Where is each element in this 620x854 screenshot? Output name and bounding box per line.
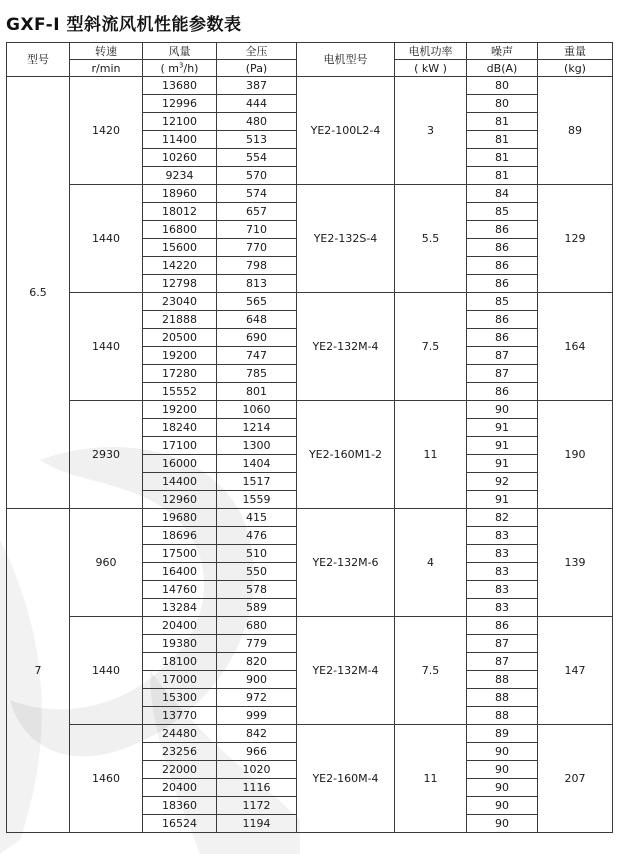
cell-airflow: 14400	[143, 473, 217, 491]
cell-airflow: 22000	[143, 761, 217, 779]
cell-pressure: 1020	[217, 761, 297, 779]
cell-airflow: 18696	[143, 527, 217, 545]
table-body	[7, 77, 613, 833]
cell-pressure: 798	[217, 257, 297, 275]
cell-noise: 87	[467, 653, 538, 671]
cell-noise: 80	[467, 95, 538, 113]
cell-noise: 83	[467, 545, 538, 563]
cell-noise: 86	[467, 617, 538, 635]
cell-pressure: 747	[217, 347, 297, 365]
cell-pressure: 1060	[217, 401, 297, 419]
cell-pressure: 444	[217, 95, 297, 113]
cell-pressure: 1172	[217, 797, 297, 815]
cell-noise: 85	[467, 293, 538, 311]
cell-motor: YE2-132M-6	[297, 509, 395, 617]
cell-noise: 87	[467, 365, 538, 383]
cell-noise: 91	[467, 437, 538, 455]
cell-noise: 87	[467, 635, 538, 653]
cell-pressure: 801	[217, 383, 297, 401]
fan-parameter-table	[6, 42, 613, 833]
table-row	[7, 401, 613, 419]
cell-noise: 83	[467, 581, 538, 599]
cell-noise: 86	[467, 257, 538, 275]
header-model: 型号	[7, 43, 70, 77]
cell-airflow: 10260	[143, 149, 217, 167]
cell-airflow: 13680	[143, 77, 217, 95]
cell-speed: 2930	[70, 401, 143, 509]
cell-noise: 90	[467, 797, 538, 815]
header-power-unit: ( kW )	[395, 60, 467, 77]
cell-power: 5.5	[395, 185, 467, 293]
cell-airflow: 23256	[143, 743, 217, 761]
header-noise-unit: dB(A)	[467, 60, 538, 77]
cell-airflow: 16400	[143, 563, 217, 581]
cell-pressure: 1116	[217, 779, 297, 797]
cell-airflow: 18240	[143, 419, 217, 437]
cell-pressure: 1517	[217, 473, 297, 491]
cell-airflow: 19200	[143, 347, 217, 365]
cell-pressure: 710	[217, 221, 297, 239]
cell-pressure: 1559	[217, 491, 297, 509]
cell-airflow: 12960	[143, 491, 217, 509]
cell-airflow: 13770	[143, 707, 217, 725]
cell-airflow: 16000	[143, 455, 217, 473]
cell-noise: 86	[467, 239, 538, 257]
cell-motor: YE2-160M1-2	[297, 401, 395, 509]
cell-airflow: 20400	[143, 617, 217, 635]
cell-noise: 83	[467, 563, 538, 581]
cell-airflow: 14760	[143, 581, 217, 599]
cell-noise: 87	[467, 347, 538, 365]
table-row	[7, 617, 613, 635]
cell-pressure: 570	[217, 167, 297, 185]
cell-motor: YE2-100L2-4	[297, 77, 395, 185]
table-row	[7, 77, 613, 95]
header-airflow: 风量	[143, 43, 217, 60]
page-title: GXF-I 型斜流风机性能参数表	[6, 15, 242, 35]
cell-pressure: 1214	[217, 419, 297, 437]
cell-noise: 81	[467, 167, 538, 185]
cell-power: 11	[395, 401, 467, 509]
cell-airflow: 18960	[143, 185, 217, 203]
cell-airflow: 19680	[143, 509, 217, 527]
header-power: 电机功率	[395, 43, 467, 60]
cell-airflow: 21888	[143, 311, 217, 329]
header-motor: 电机型号	[297, 43, 395, 77]
cell-noise: 81	[467, 131, 538, 149]
cell-noise: 91	[467, 419, 538, 437]
cell-pressure: 1300	[217, 437, 297, 455]
cell-pressure: 690	[217, 329, 297, 347]
cell-pressure: 578	[217, 581, 297, 599]
cell-airflow: 19380	[143, 635, 217, 653]
cell-weight: 207	[538, 725, 613, 833]
header-pressure: 全压	[217, 43, 297, 60]
cell-speed: 1420	[70, 77, 143, 185]
cell-weight: 139	[538, 509, 613, 617]
cell-noise: 88	[467, 689, 538, 707]
cell-pressure: 680	[217, 617, 297, 635]
cell-pressure: 770	[217, 239, 297, 257]
header-pressure-unit: (Pa)	[217, 60, 297, 77]
header-airflow-unit: ( $m^3/h$)	[143, 60, 217, 77]
cell-pressure: 589	[217, 599, 297, 617]
table-row	[7, 509, 613, 527]
cell-noise: 86	[467, 329, 538, 347]
cell-power: 11	[395, 725, 467, 833]
cell-noise: 86	[467, 221, 538, 239]
cell-pressure: 510	[217, 545, 297, 563]
cell-airflow: 15552	[143, 383, 217, 401]
cell-pressure: 1194	[217, 815, 297, 833]
cell-motor: YE2-132M-4	[297, 293, 395, 401]
cell-motor: YE2-160M-4	[297, 725, 395, 833]
cell-airflow: 20400	[143, 779, 217, 797]
cell-model: 7	[7, 509, 70, 833]
cell-noise: 84	[467, 185, 538, 203]
cell-airflow: 17000	[143, 671, 217, 689]
cell-pressure: 657	[217, 203, 297, 221]
cell-pressure: 813	[217, 275, 297, 293]
cell-model: 6.5	[7, 77, 70, 509]
cell-noise: 83	[467, 599, 538, 617]
cell-airflow: 13284	[143, 599, 217, 617]
cell-airflow: 17100	[143, 437, 217, 455]
cell-noise: 90	[467, 761, 538, 779]
cell-noise: 81	[467, 113, 538, 131]
header-weight: 重量	[538, 43, 613, 60]
cell-speed: 1440	[70, 185, 143, 293]
cell-pressure: 480	[217, 113, 297, 131]
cell-pressure: 476	[217, 527, 297, 545]
cell-noise: 90	[467, 779, 538, 797]
cell-pressure: 415	[217, 509, 297, 527]
cell-pressure: 550	[217, 563, 297, 581]
cell-pressure: 513	[217, 131, 297, 149]
cell-airflow: 11400	[143, 131, 217, 149]
cell-speed: 1440	[70, 293, 143, 401]
cell-power: 4	[395, 509, 467, 617]
cell-pressure: 999	[217, 707, 297, 725]
cell-noise: 89	[467, 725, 538, 743]
cell-weight: 89	[538, 77, 613, 185]
cell-weight: 164	[538, 293, 613, 401]
cell-motor: YE2-132M-4	[297, 617, 395, 725]
cell-pressure: 554	[217, 149, 297, 167]
table-row	[7, 293, 613, 311]
cell-noise: 90	[467, 743, 538, 761]
cell-airflow: 19200	[143, 401, 217, 419]
cell-pressure: 785	[217, 365, 297, 383]
cell-airflow: 16800	[143, 221, 217, 239]
cell-noise: 86	[467, 275, 538, 293]
cell-noise: 92	[467, 473, 538, 491]
cell-weight: 147	[538, 617, 613, 725]
cell-noise: 88	[467, 671, 538, 689]
cell-pressure: 842	[217, 725, 297, 743]
cell-airflow: 12996	[143, 95, 217, 113]
table-row	[7, 185, 613, 203]
cell-pressure: 1404	[217, 455, 297, 473]
cell-airflow: 23040	[143, 293, 217, 311]
cell-airflow: 15600	[143, 239, 217, 257]
cell-noise: 90	[467, 815, 538, 833]
cell-noise: 90	[467, 401, 538, 419]
cell-speed: 1460	[70, 725, 143, 833]
cell-pressure: 648	[217, 311, 297, 329]
cell-airflow: 15300	[143, 689, 217, 707]
cell-noise: 82	[467, 509, 538, 527]
cell-weight: 190	[538, 401, 613, 509]
cell-power: 3	[395, 77, 467, 185]
cell-airflow: 9234	[143, 167, 217, 185]
cell-speed: 1440	[70, 617, 143, 725]
cell-airflow: 18100	[143, 653, 217, 671]
cell-airflow: 12798	[143, 275, 217, 293]
cell-airflow: 20500	[143, 329, 217, 347]
cell-noise: 85	[467, 203, 538, 221]
cell-airflow: 18012	[143, 203, 217, 221]
cell-pressure: 972	[217, 689, 297, 707]
cell-pressure: 387	[217, 77, 297, 95]
table-row	[7, 725, 613, 743]
cell-pressure: 574	[217, 185, 297, 203]
header-weight-unit: (kg)	[538, 60, 613, 77]
cell-weight: 129	[538, 185, 613, 293]
header-speed-unit: r/min	[70, 60, 143, 77]
cell-power: 7.5	[395, 293, 467, 401]
cell-noise: 88	[467, 707, 538, 725]
cell-motor: YE2-132S-4	[297, 185, 395, 293]
cell-pressure: 779	[217, 635, 297, 653]
cell-airflow: 14220	[143, 257, 217, 275]
cell-pressure: 966	[217, 743, 297, 761]
cell-airflow: 17500	[143, 545, 217, 563]
cell-pressure: 900	[217, 671, 297, 689]
header-speed: 转速	[70, 43, 143, 60]
cell-airflow: 16524	[143, 815, 217, 833]
cell-pressure: 565	[217, 293, 297, 311]
cell-noise: 91	[467, 491, 538, 509]
cell-noise: 83	[467, 527, 538, 545]
header-noise: 噪声	[467, 43, 538, 60]
cell-noise: 81	[467, 149, 538, 167]
cell-power: 7.5	[395, 617, 467, 725]
cell-noise: 86	[467, 383, 538, 401]
cell-airflow: 12100	[143, 113, 217, 131]
cell-pressure: 820	[217, 653, 297, 671]
cell-airflow: 18360	[143, 797, 217, 815]
cell-airflow: 17280	[143, 365, 217, 383]
cell-airflow: 24480	[143, 725, 217, 743]
cell-noise: 91	[467, 455, 538, 473]
cell-noise: 86	[467, 311, 538, 329]
cell-noise: 80	[467, 77, 538, 95]
cell-speed: 960	[70, 509, 143, 617]
